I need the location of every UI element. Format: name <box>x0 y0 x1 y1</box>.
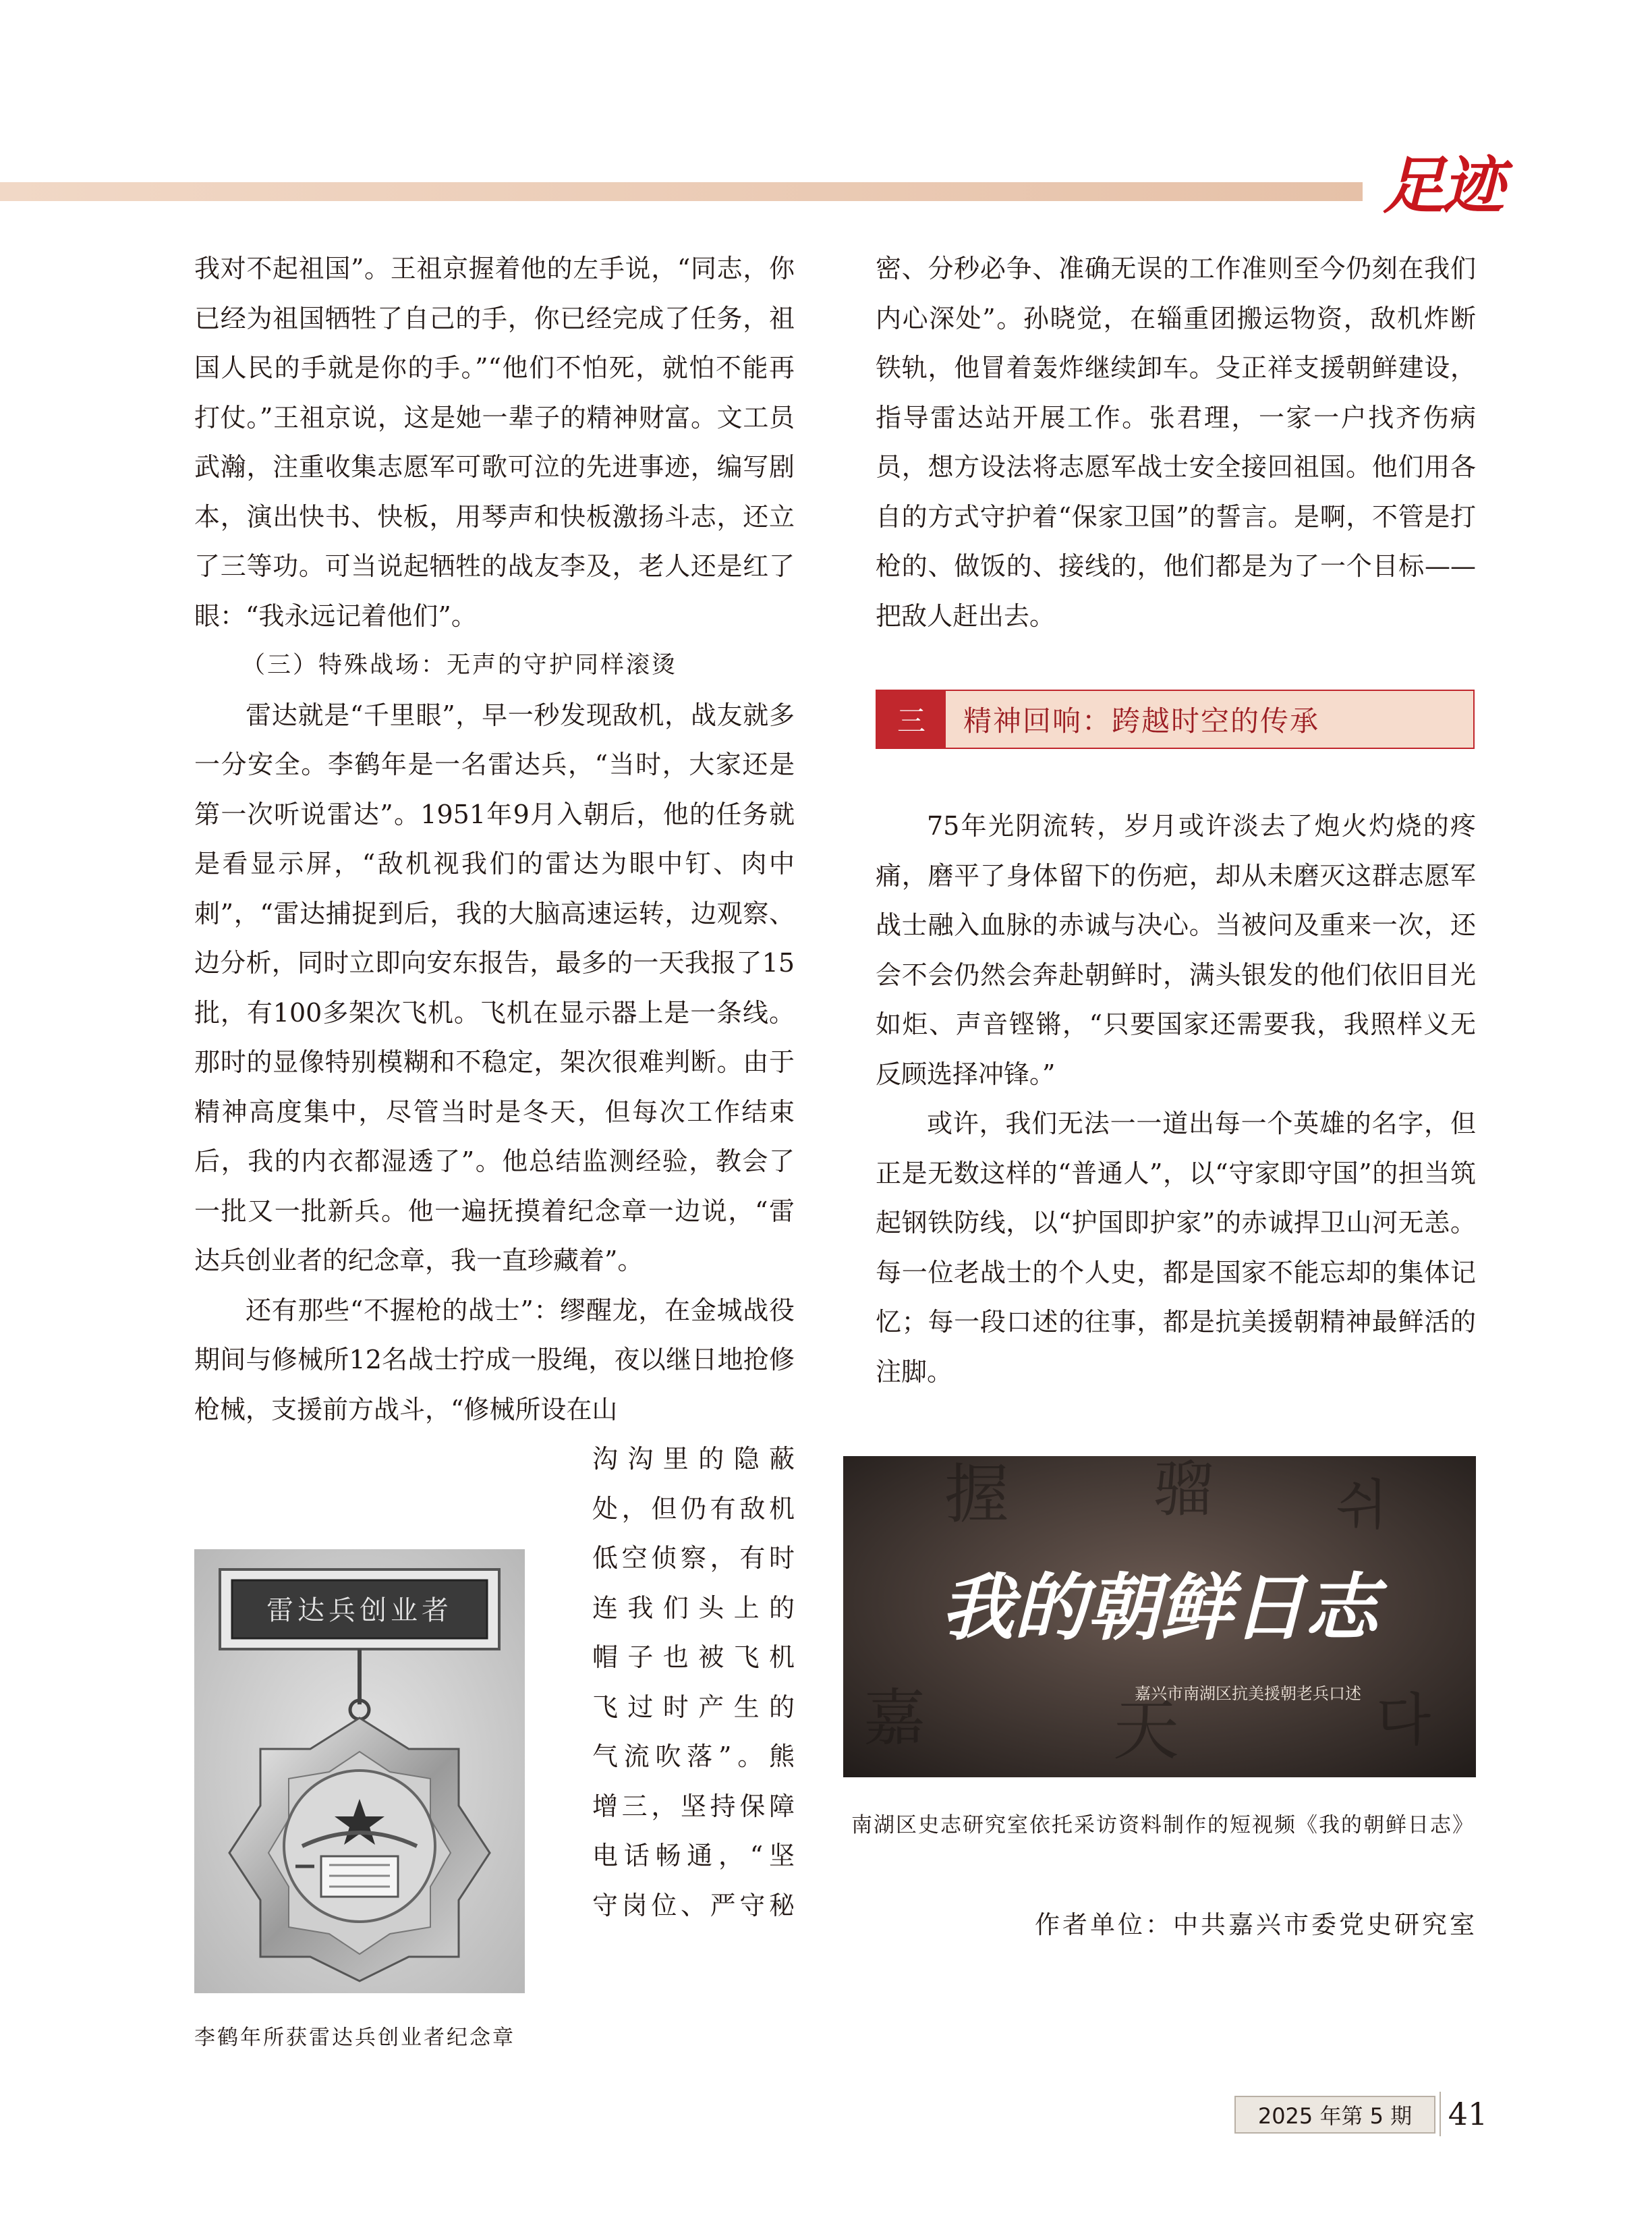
medal-illustration <box>194 1549 525 1993</box>
section-title: 精神回响：跨越时空的传承 <box>946 691 1473 748</box>
right-paragraph-3: 或许，我们无法一一道出每一个英雄的名字，但正是无数这样的“普通人”，以“守家即守国”的担当筑起钢铁防线，以“护国即护家”的赤诚捍卫山河无恙。每一位老战士的个人史，都是国家不能忘却的集体记忆；每一段口述的往事，都是抗美援朝精神最鲜活的注脚。 <box>876 1109 1476 1387</box>
svg-text:쉬: 쉬 <box>1336 1474 1388 1536</box>
video-title: 我的朝鲜日志 <box>940 1565 1379 1650</box>
float-line: 帽子也被飞机 <box>592 1642 795 1672</box>
video-subtitle: 嘉兴市南湖区抗美援朝老兵口述 <box>1135 1684 1361 1703</box>
video-caption: 南湖区史志研究室依托采访资料制作的短视频《我的朝鲜日志》 <box>851 1813 1475 1837</box>
medal-photo <box>194 1549 525 1993</box>
section-heading <box>876 690 1475 749</box>
svg-text:다: 다 <box>1376 1687 1431 1753</box>
right-paragraph-2: 75年光阴流转，岁月或许淡去了炮火灼烧的疼痛，磨平了身体留下的伤疤，却从未磨灭这群志愿军战士融入血脉的赤诚与决心。当被问及重来一次，还会不会仍然会奔赴朝鲜时，满头银发的他们依旧目光如炬、声音铿锵，“只要国家还需要我，我照样义无反顾选择冲锋。” <box>876 811 1476 1089</box>
left-column <box>194 244 795 1920</box>
subheading: （三）特殊战场：无声的守护同样滚烫 <box>241 652 678 679</box>
float-line: 低空侦察，有时 <box>592 1543 795 1573</box>
svg-text:天: 天 <box>1113 1692 1180 1769</box>
left-paragraph-2: 雷达就是“千里眼”，早一秒发现敌机，战友就多一分安全。李鹤年是一名雷达兵，“当时，大家还是第一次听说雷达”。1951年9月入朝后，他的任务就是看显示屏，“敌机视我们的雷达为眼中钉、肉中刺”，“雷达捕捉到后，我的大脑高速运转，边观察、边分析，同时立即向安东报告，最多的一天我报了15批，有100多架次飞机。飞机在显示器上是一条线。那时的显像特别模糊和不稳定，架次很难判断。由于精神高度集中，尽管当时是冬天，但每次工作结束后，我的内衣都湿透了”。他总结监测经验，教会了一批又一批新兵。他一遍抚摸着纪念章一边说，“雷达兵创业者的纪念章，我一直珍藏着”。 <box>194 700 795 1275</box>
right-column-bottom <box>876 802 1476 1397</box>
masthead-logo: 足迹 <box>1383 149 1502 222</box>
author-affiliation: 作者单位：中共嘉兴市委党史研究室 <box>1035 1910 1477 1939</box>
float-line: 气流吹落”。熊 <box>592 1742 795 1771</box>
float-line: 电话畅通，“坚 <box>592 1841 795 1870</box>
left-paragraph-3: 还有那些“不握枪的战士”：缪醒龙，在金城战役期间与修械所12名战士拧成一股绳，夜以继日地抢修枪械，支援前方战斗，“修械所设在山 <box>194 1295 795 1424</box>
right-paragraph-1: 密、分秒必争、准确无误的工作准则至今仍刻在我们内心深处”。孙晓觉，在辎重团搬运物资，敌机炸断铁轨，他冒着轰炸继续卸车。殳正祥支援朝鲜建设，指导雷达站开展工作。张君理，一家一户找齐伤病员，想方设法将志愿军战士安全接回祖国。他们用各自的方式守护着“保家卫国”的誓言。是啊，不管是打枪的、做饭的、接线的，他们都是为了一个目标——把敌人赶出去。 <box>876 254 1476 631</box>
video-illustration <box>843 1456 1476 1777</box>
float-line: 处，但仍有敌机 <box>592 1493 795 1524</box>
video-still <box>843 1456 1476 1777</box>
float-line: 守岗位、严守秘 <box>592 1890 795 1920</box>
float-line: 连我们头上的 <box>592 1592 795 1623</box>
section-number: 三 <box>877 691 946 748</box>
float-text <box>592 1435 795 1930</box>
right-column-top <box>876 244 1476 641</box>
issue-label: 2025 年第 5 期 <box>1234 2096 1435 2134</box>
float-line: 飞过时产生的 <box>592 1692 795 1722</box>
svg-text:握: 握 <box>944 1457 1009 1532</box>
medal-plate-text: 雷达兵创业者 <box>266 1595 453 1626</box>
float-line: 增三，坚持保障 <box>592 1791 795 1821</box>
page-number: 41 <box>1440 2092 1495 2136</box>
float-line: 沟沟里的隐蔽 <box>592 1444 795 1474</box>
svg-text:嘉: 嘉 <box>863 1682 926 1754</box>
header-bar <box>0 182 1363 201</box>
medal-caption: 李鹤年所获雷达兵创业者纪念章 <box>194 2026 515 2050</box>
left-paragraph-1: 我对不起祖国”。王祖京握着他的左手说，“同志，你已经为祖国牺牲了自己的手，你已经完成了任务，祖国人民的手就是你的手。”“他们不怕死，就怕不能再打仗。”王祖京说，这是她一辈子的精神财富。文工员武瀚，注重收集志愿军可歌可泣的先进事迹，编写剧本，演出快书、快板，用琴声和快板激扬斗志，还立了三等功。可当说起牺牲的战友李及，老人还是红了眼：“我永远记着他们”。 <box>194 254 795 631</box>
svg-text:骝: 骝 <box>1153 1456 1214 1525</box>
